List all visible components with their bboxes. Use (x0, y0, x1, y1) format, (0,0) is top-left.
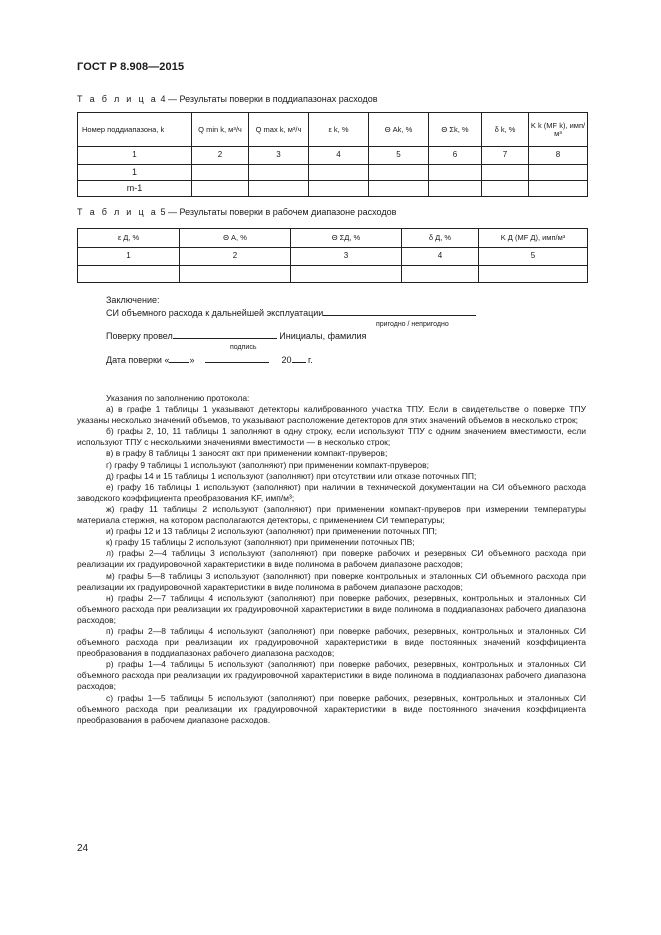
table-row (78, 165, 588, 181)
table5-header-cell: δ Д, % (402, 229, 479, 248)
conclusion-line3-start: Дата поверки « (106, 355, 170, 365)
table4-cell (482, 181, 529, 197)
instruction-item: б) графы 2, 10, 11 таблицы 1 заполняют в одну строку, если используют ТПУ с одним значением вместимости, если используют ТПУ с несколькими значениями вместимости — в несколько строк; (77, 426, 586, 448)
table5-caption (77, 207, 396, 217)
conclusion-line1-hint: пригодно / непригодно (376, 321, 449, 328)
conclusion-line2-end: Инициалы, фамилия (279, 331, 367, 341)
table4-cell (249, 165, 309, 181)
table4-cell (249, 181, 309, 197)
conclusion-line3-mid: » (189, 355, 195, 365)
conclusion-line2-blank (173, 330, 277, 339)
table5-number-cell: 5 (479, 248, 588, 266)
instruction-item: р) графы 1—4 таблицы 5 используют (заполняют) при поверке рабочих, резервных, контрольных и эталонных СИ объемного расхода при реализации их градуировочной характеристики в виде полинома в поддиапазонах рабочего диапазона расходов; (77, 659, 586, 692)
instruction-item: с) графы 1—5 таблицы 5 используют (заполняют) при поверке рабочих, резервных, контрольных и эталонных СИ объемного расхода при реализации их градуировочной характеристики в виде постоянного значения коэффициента преобразования в рабочем диапазоне расходов. (77, 692, 586, 725)
table5-cell (479, 266, 588, 283)
table4-number-cell: 7 (482, 147, 529, 165)
instruction-item: в) в графу 8 таблицы 1 заносят αкт при применении компакт-пруверов; (106, 448, 388, 459)
table4-header-cell: K k (MF k), имп/м³ (529, 113, 588, 147)
conclusion-line2-hint: подпись (230, 344, 257, 351)
table5-header-cell: K Д (MF Д), имп/м³ (479, 229, 588, 248)
table5-number-cell: 4 (402, 248, 479, 266)
table4-cell (369, 165, 429, 181)
table5-cell (180, 266, 291, 283)
table4-header-cell: Θ Ak, % (369, 113, 429, 147)
table5 (77, 228, 588, 283)
instruction-item: н) графы 2—7 таблицы 4 используют (заполняют) при поверке рабочих, резервных, контрольных и эталонных СИ объемного расхода при реализации их градуировочной характеристики в виде полинома в поддиапазонах рабочего диапазона расходов; (77, 592, 586, 625)
page-number: 24 (77, 843, 89, 854)
conclusion-line2 (106, 330, 366, 342)
table4-cell (369, 181, 429, 197)
table4-number-cell: 1 (78, 147, 192, 165)
conclusion-line2-start: Поверку провел (106, 331, 173, 341)
conclusion-line3-end: г. (305, 355, 313, 365)
table5-number-row (78, 248, 588, 266)
instruction-item: д) графы 14 и 15 таблицы 1 используют (заполняют) при отсутствии или отказе поточных ПП; (106, 470, 477, 481)
table4-cell (529, 181, 588, 197)
table4-number-cell: 2 (192, 147, 249, 165)
instruction-item: и) графы 12 и 13 таблицы 2 используют (заполняют) при применении поточных ПП; (106, 526, 437, 537)
table4-caption-prefix: Т а б л и ц а (77, 94, 158, 104)
instruction-item: п) графы 2—8 таблицы 4 используют (заполняют) при поверке рабочих, резервных, контрольных и эталонных СИ объемного расхода при реализации их градуировочной характеристики в виде постоянных значений коэффициента преобразования в поддиапазонах рабочего диапазона расходов; (77, 625, 586, 659)
conclusion-month-blank (205, 354, 269, 363)
table4-cell (429, 165, 482, 181)
table5-header-cell: ε Д, % (78, 229, 180, 248)
table4-header-cell: Номер поддиапазона, k (78, 113, 192, 147)
conclusion-year-blank (292, 354, 306, 363)
table5-cell (291, 266, 402, 283)
instruction-item: г) графу 9 таблицы 1 используют (заполняют) при применении компакт-пруверов; (106, 459, 430, 470)
table4 (77, 112, 588, 197)
table4-cell (482, 165, 529, 181)
conclusion-line3 (106, 354, 313, 366)
conclusion-title: Заключение: (106, 295, 160, 305)
table4-cell: 1 (78, 165, 192, 181)
table5-caption-prefix: Т а б л и ц а (77, 207, 158, 217)
table5-cell (402, 266, 479, 283)
table4-number-row (78, 147, 588, 165)
table4-number-cell: 3 (249, 147, 309, 165)
table4-header-cell: Q min k, м³/ч (192, 113, 249, 147)
table4-header-cell: δ k, % (482, 113, 529, 147)
table4-caption (77, 94, 377, 104)
instructions-block (77, 393, 586, 726)
table4-cell (309, 165, 369, 181)
document-header: ГОСТ Р 8.908—2015 (77, 61, 185, 73)
table4-number-cell: 5 (369, 147, 429, 165)
conclusion-year-label: 20 (281, 355, 292, 365)
table4-cell (429, 181, 482, 197)
conclusion-day-blank (169, 354, 189, 363)
conclusion-line1-blank (323, 307, 476, 316)
table4-cell (529, 165, 588, 181)
table4-cell: m-1 (78, 181, 192, 197)
table5-header-row (78, 229, 588, 248)
table4-header-row (78, 113, 588, 147)
instruction-item: а) в графе 1 таблицы 1 указывают детекторы калиброванного участка ТПУ. Если в свидетельстве о поверке ТПУ указаны несколько значений объемов, то указывают расположение детекторов для этих значений объемов в несколько строк; (77, 404, 586, 426)
instruction-item: м) графы 5—8 таблицы 3 используют (заполняют) при поверке контрольных и эталонных СИ объемного расхода при реализации их градуировочной характеристики в виде полинома в рабочем диапазоне расходов; (77, 570, 586, 592)
table5-number-cell: 1 (78, 248, 180, 266)
table4-caption-text: 4 — Результаты поверки в поддиапазонах расходов (158, 94, 378, 104)
table4-cell (192, 165, 249, 181)
table-row (78, 181, 588, 197)
table5-caption-text: 5 — Результаты поверки в рабочем диапазоне расходов (158, 207, 397, 217)
table5-number-cell: 2 (180, 248, 291, 266)
table-row (78, 266, 588, 283)
table4-header-cell: Q max k, м³/ч (249, 113, 309, 147)
table5-cell (78, 266, 180, 283)
table4-header-cell: Θ Σk, % (429, 113, 482, 147)
instruction-item: к) графу 15 таблицы 2 используют (заполняют) при применении поточных ПВ; (106, 537, 415, 548)
instruction-item: л) графы 2—4 таблицы 3 используют (заполняют) при поверке рабочих и резервных СИ объемного расхода при реализации их градуировочной характеристики в виде полинома в рабочем диапазоне расходов; (77, 548, 586, 570)
table4-cell (309, 181, 369, 197)
table4-number-cell: 6 (429, 147, 482, 165)
table4-header-cell: ε k, % (309, 113, 369, 147)
conclusion-line1-text: СИ объемного расхода к дальнейшей эксплуатации (106, 308, 324, 318)
instruction-item: е) графу 16 таблицы 1 используют (заполняют) при наличии в технической документации на СИ объемного расхода заводского коэффициента преобразования KF, имп/м³; (77, 481, 586, 503)
table5-header-cell: Θ ΣД, % (291, 229, 402, 248)
table5-number-cell: 3 (291, 248, 402, 266)
table4-number-cell: 8 (529, 147, 588, 165)
instruction-item: ж) графу 11 таблицы 2 используют (заполняют) при применении компакт-пруверов при измерении температуры материала стержня, на котором располагаются детекторы, с применением СИ температуры; (77, 503, 586, 526)
table4-number-cell: 4 (309, 147, 369, 165)
table5-header-cell: Θ A, % (180, 229, 291, 248)
instructions-title: Указания по заполнению протокола: (106, 393, 250, 403)
table4-cell (192, 181, 249, 197)
conclusion-line1 (106, 307, 476, 319)
